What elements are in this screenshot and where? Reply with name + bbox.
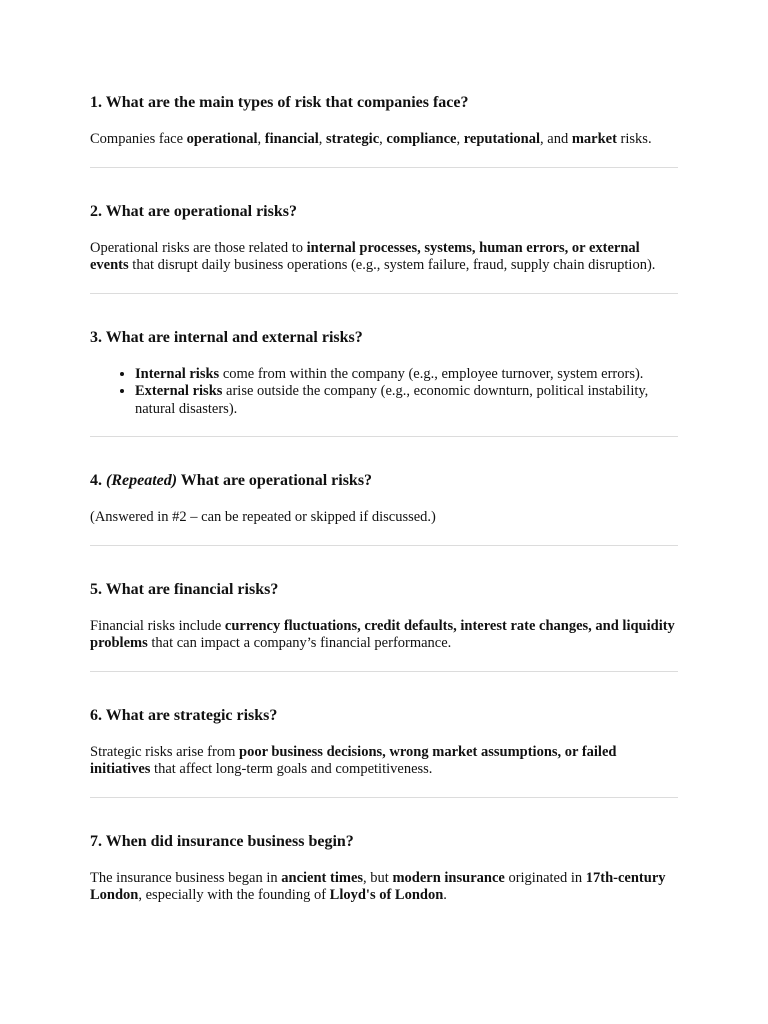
list-item: • External risks arise outside the company (e.g., economic downturn, political instability, natural disasters). — [135, 383, 678, 418]
repeated-tag: (Repeated) — [106, 472, 178, 489]
question-4 — [90, 471, 678, 527]
question-2-heading: 2. What are operational risks? — [90, 202, 297, 220]
question-1-answer: Companies face operational, financial, strategic, compliance, reputational, and market risks. — [90, 131, 652, 147]
section-divider — [90, 545, 678, 546]
section-divider — [90, 293, 678, 294]
question-4-answer: (Answered in #2 – can be repeated or skipped if discussed.) — [90, 509, 436, 525]
section-divider — [90, 436, 678, 437]
question-1-heading: 1. What are the main types of risk that companies face? — [90, 94, 469, 111]
question-5-heading: 5. What are financial risks? — [90, 580, 279, 598]
question-5 — [90, 580, 678, 653]
list-item: • Internal risks come from within the company (e.g., employee turnover, system errors). — [135, 366, 678, 384]
question-4-heading: 4. (Repeated) What are operational risks? — [90, 472, 373, 489]
question-7-heading: 7. When did insurance business begin? — [90, 832, 354, 850]
section-divider — [90, 797, 678, 798]
question-6 — [90, 706, 678, 779]
question-6-heading: 6. What are strategic risks? — [90, 706, 278, 724]
question-6-answer: Strategic risks arise from poor business decisions, wrong market assumptions, or failed initiatives that affect long-term goals and competitiveness. — [90, 743, 617, 777]
question-7-answer: The insurance business began in ancient times, but modern insurance originated in 17th-century London, especially with the founding of Lloyd's of London. — [90, 869, 666, 903]
question-3-heading: 3. What are internal and external risks? — [90, 328, 363, 346]
section-divider — [90, 671, 678, 672]
question-2 — [90, 202, 678, 275]
risk-list — [90, 366, 678, 419]
question-5-answer: Financial risks include currency fluctuations, credit defaults, interest rate changes, and liquidity problems that can impact a company’s financial performance. — [90, 617, 675, 651]
section-divider — [90, 167, 678, 168]
question-2-answer: Operational risks are those related to internal processes, systems, human errors, or external events that disrupt daily business operations (e.g., system failure, fraud, supply chain disruption). — [90, 239, 656, 273]
question-7 — [90, 832, 678, 905]
question-3 — [90, 328, 678, 419]
question-1 — [90, 93, 678, 149]
